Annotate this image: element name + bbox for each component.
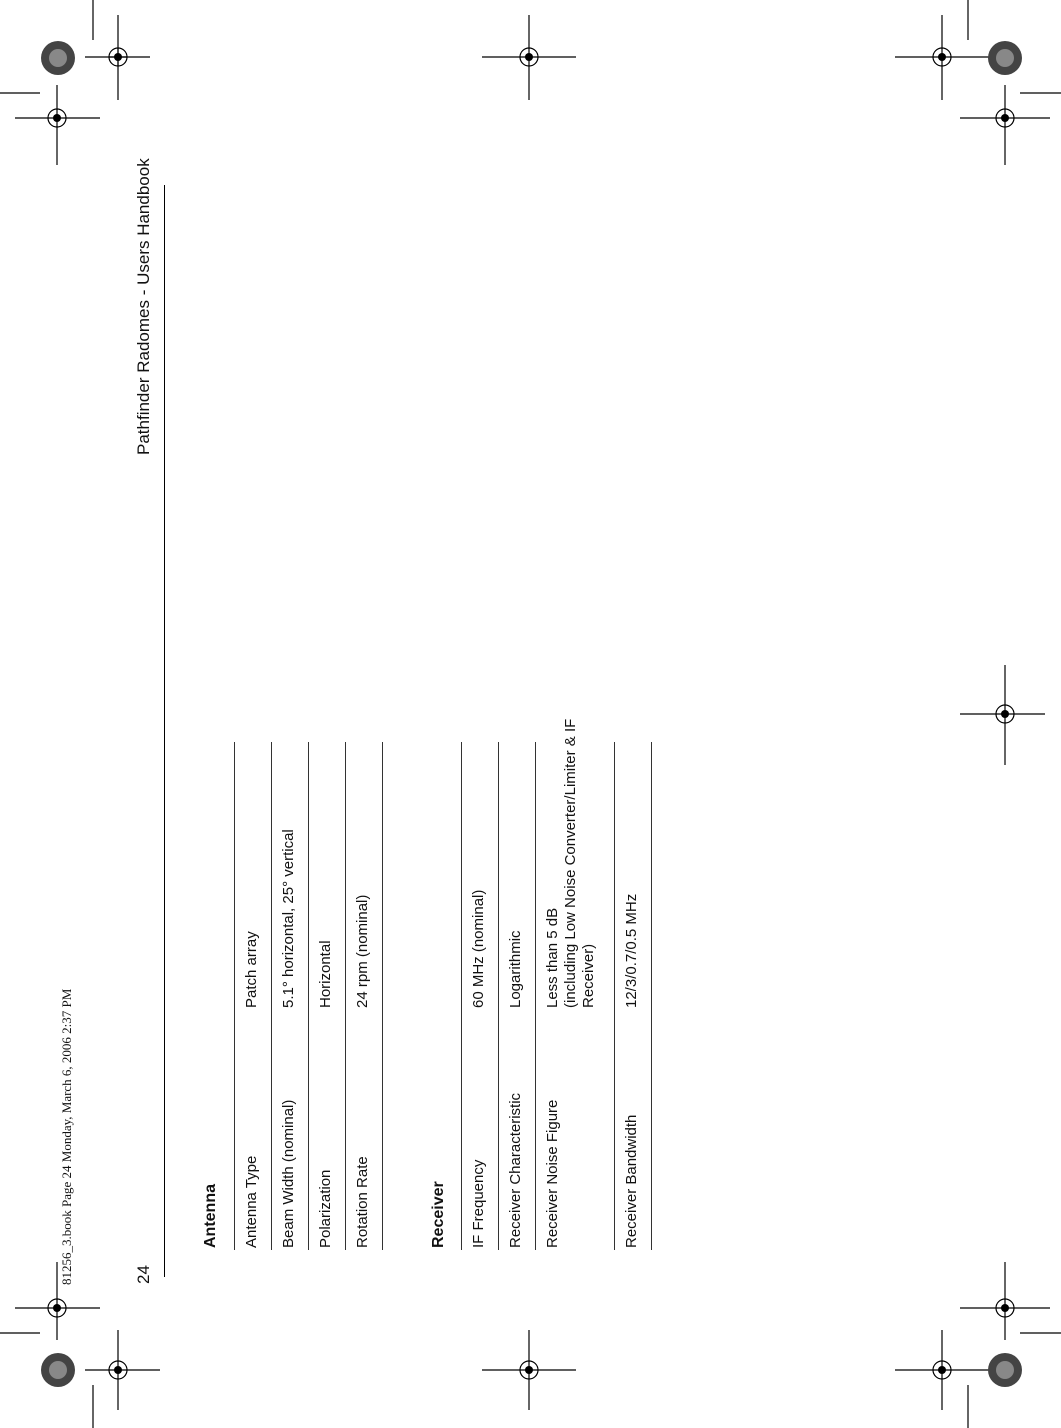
antenna-row-label: Polarization (317, 1169, 334, 1248)
receiver-row-value: Less than 5 dB (544, 907, 561, 1008)
antenna-rule-1 (234, 742, 235, 1250)
receiver-rule-5 (651, 742, 652, 1250)
receiver-rule-4 (614, 742, 615, 1250)
running-title: Pathfinder Radomes - Users Handbook (134, 158, 153, 455)
antenna-heading: Antenna (202, 1184, 219, 1248)
antenna-row-value: Patch array (243, 931, 260, 1008)
receiver-row-value: Logarithmic (507, 930, 524, 1008)
antenna-row-label: Beam Width (nominal) (280, 1099, 297, 1248)
antenna-rule-5 (382, 742, 383, 1250)
receiver-rule-2 (498, 742, 499, 1250)
antenna-row-label: Rotation Rate (354, 1156, 371, 1248)
receiver-rule-3 (535, 742, 536, 1250)
receiver-row-value-line2: (including Low Noise Converter/Limiter & IF (562, 718, 579, 1008)
antenna-rule-3 (308, 742, 309, 1250)
receiver-row-value-line3: Receiver) (580, 943, 597, 1008)
antenna-row-value: Horizontal (317, 940, 334, 1008)
receiver-row-label: Receiver Characteristic (507, 1092, 524, 1248)
page-number: 24 (134, 1265, 153, 1284)
receiver-rule-1 (461, 742, 462, 1250)
print-slug: 81256_3.book Page 24 Monday, March 6, 2006 2:37 PM (59, 988, 74, 1285)
receiver-row-label: IF Frequency (470, 1159, 487, 1248)
receiver-row-label: Receiver Noise Figure (544, 1099, 561, 1248)
antenna-rule-2 (271, 742, 272, 1250)
antenna-row-value: 24 rpm (nominal) (354, 894, 371, 1008)
receiver-row-label: Receiver Bandwidth (623, 1114, 640, 1248)
receiver-row-value: 60 MHz (nominal) (470, 889, 487, 1008)
antenna-rule-4 (345, 742, 346, 1250)
antenna-row-value: 5.1° horizontal, 25° vertical (280, 829, 297, 1008)
antenna-row-label: Antenna Type (243, 1155, 260, 1248)
receiver-heading: Receiver (430, 1181, 447, 1248)
receiver-row-value: 12/3/0.7/0.5 MHz (623, 893, 640, 1008)
